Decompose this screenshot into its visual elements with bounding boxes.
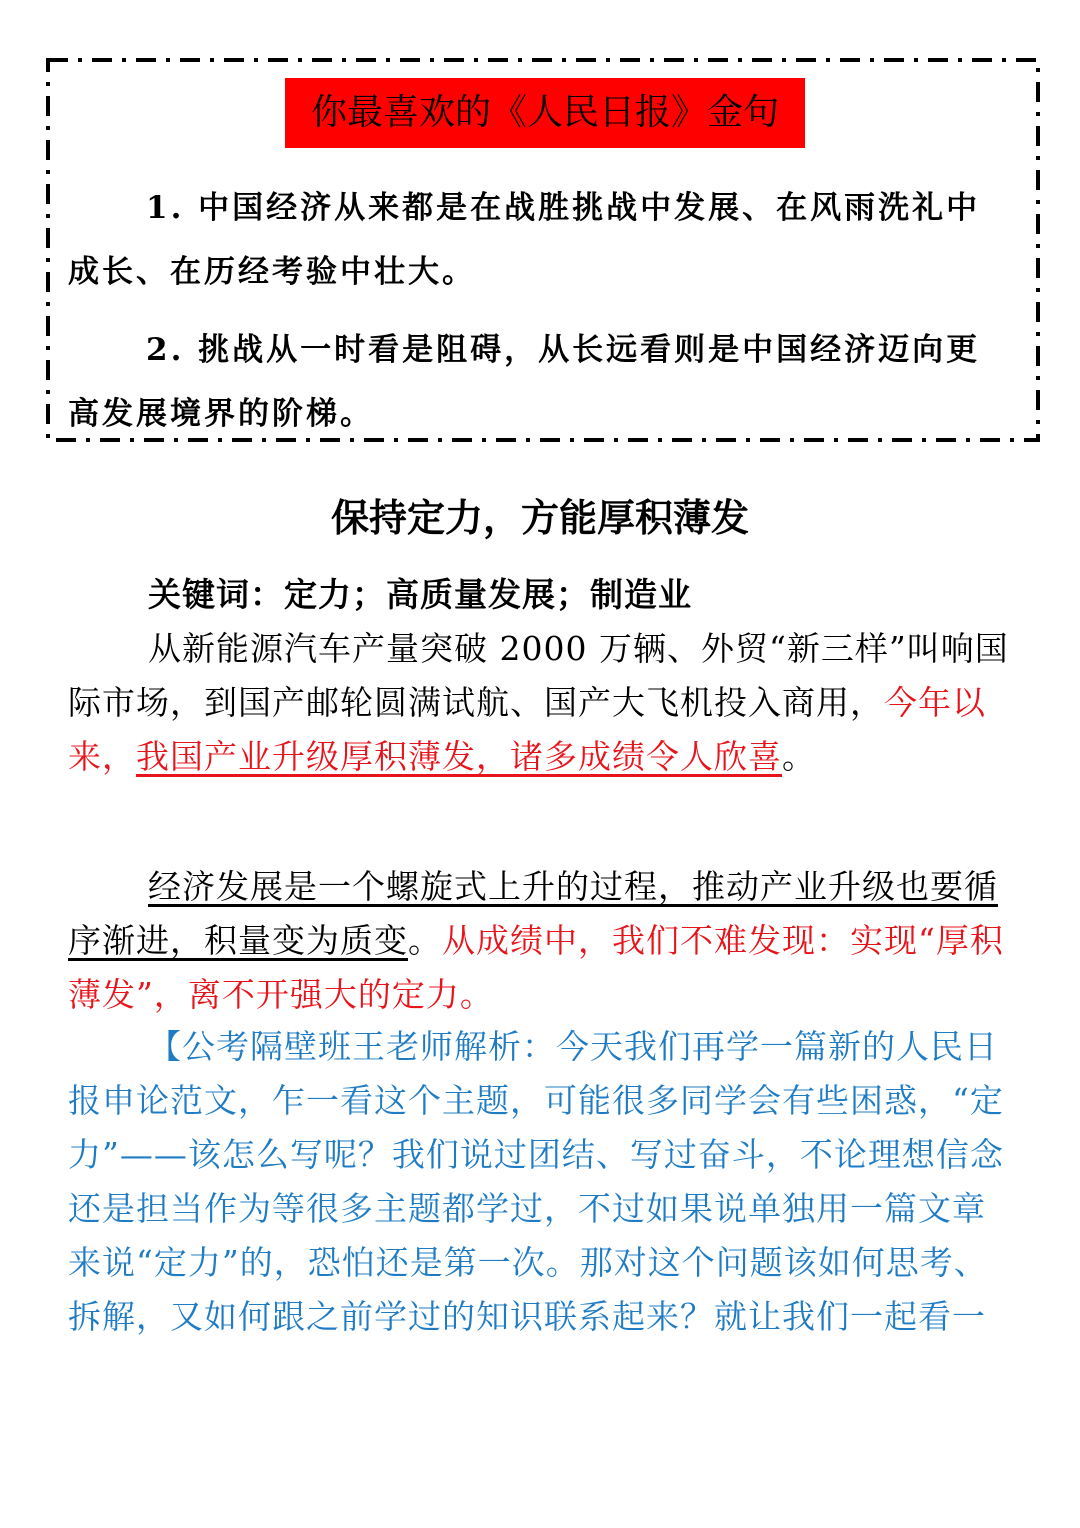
quote-2: 2. 挑战从一时看是阻碍，从长远看则是中国经济迈向更高发展境界的阶梯。 — [68, 332, 981, 432]
paragraph-1-end: 。 — [782, 737, 816, 776]
paragraph-1-red: 今年以来， — [68, 683, 986, 776]
paragraph-1 — [68, 622, 1016, 784]
quote-1: 1. 中国经济从来都是在战胜挑战中发展、在风雨洗礼中成长、在历经考验中壮大。 — [68, 190, 981, 290]
paragraph-2-underlined: 经济发展是一个螺旋式上升的过程，推动产业升级也要循序渐进，积量变为质变 — [68, 867, 998, 960]
paragraph-1-red-underlined: 我国产业升级厚积薄发，诸多成绩令人欣喜 — [136, 737, 782, 776]
paragraph-2-red: 从成绩中，我们不难发现：实现“厚积薄发”，离不开强大的定力。 — [68, 921, 1004, 1014]
article-title: 保持定力，方能厚积薄发 — [330, 496, 749, 540]
paragraph-1-plain: 从新能源汽车产量突破 2000 万辆、外贸“新三样”叫响国际市场，到国产邮轮圆满试航、国产大飞机投入商用， — [68, 629, 1009, 722]
keywords-line: 关键词：定力；高质量发展；制造业 — [148, 575, 692, 614]
quote-box-title: 你最喜欢的《人民日报》金句 — [285, 78, 805, 148]
paragraph-2 — [68, 860, 1016, 1022]
quote-box — [46, 58, 1040, 442]
analysis-paragraph: 【公考隔壁班王老师解析：今天我们再学一篇新的人民日报申论范文，乍一看这个主题，可能很多同学会有些困惑，“定力”——该怎么写呢？我们说过团结、写过奋斗，不论理想信念还是担当作为等很多主题都学过，不过如果说单独用一篇文章来说“定力”的，恐怕还是第一次。那对这个问题该如何思考、拆解，又如何跟之前学过的知识联系起来？就让我们一起看一 — [68, 1027, 1004, 1336]
paragraph-2-mid: 。 — [408, 921, 442, 960]
